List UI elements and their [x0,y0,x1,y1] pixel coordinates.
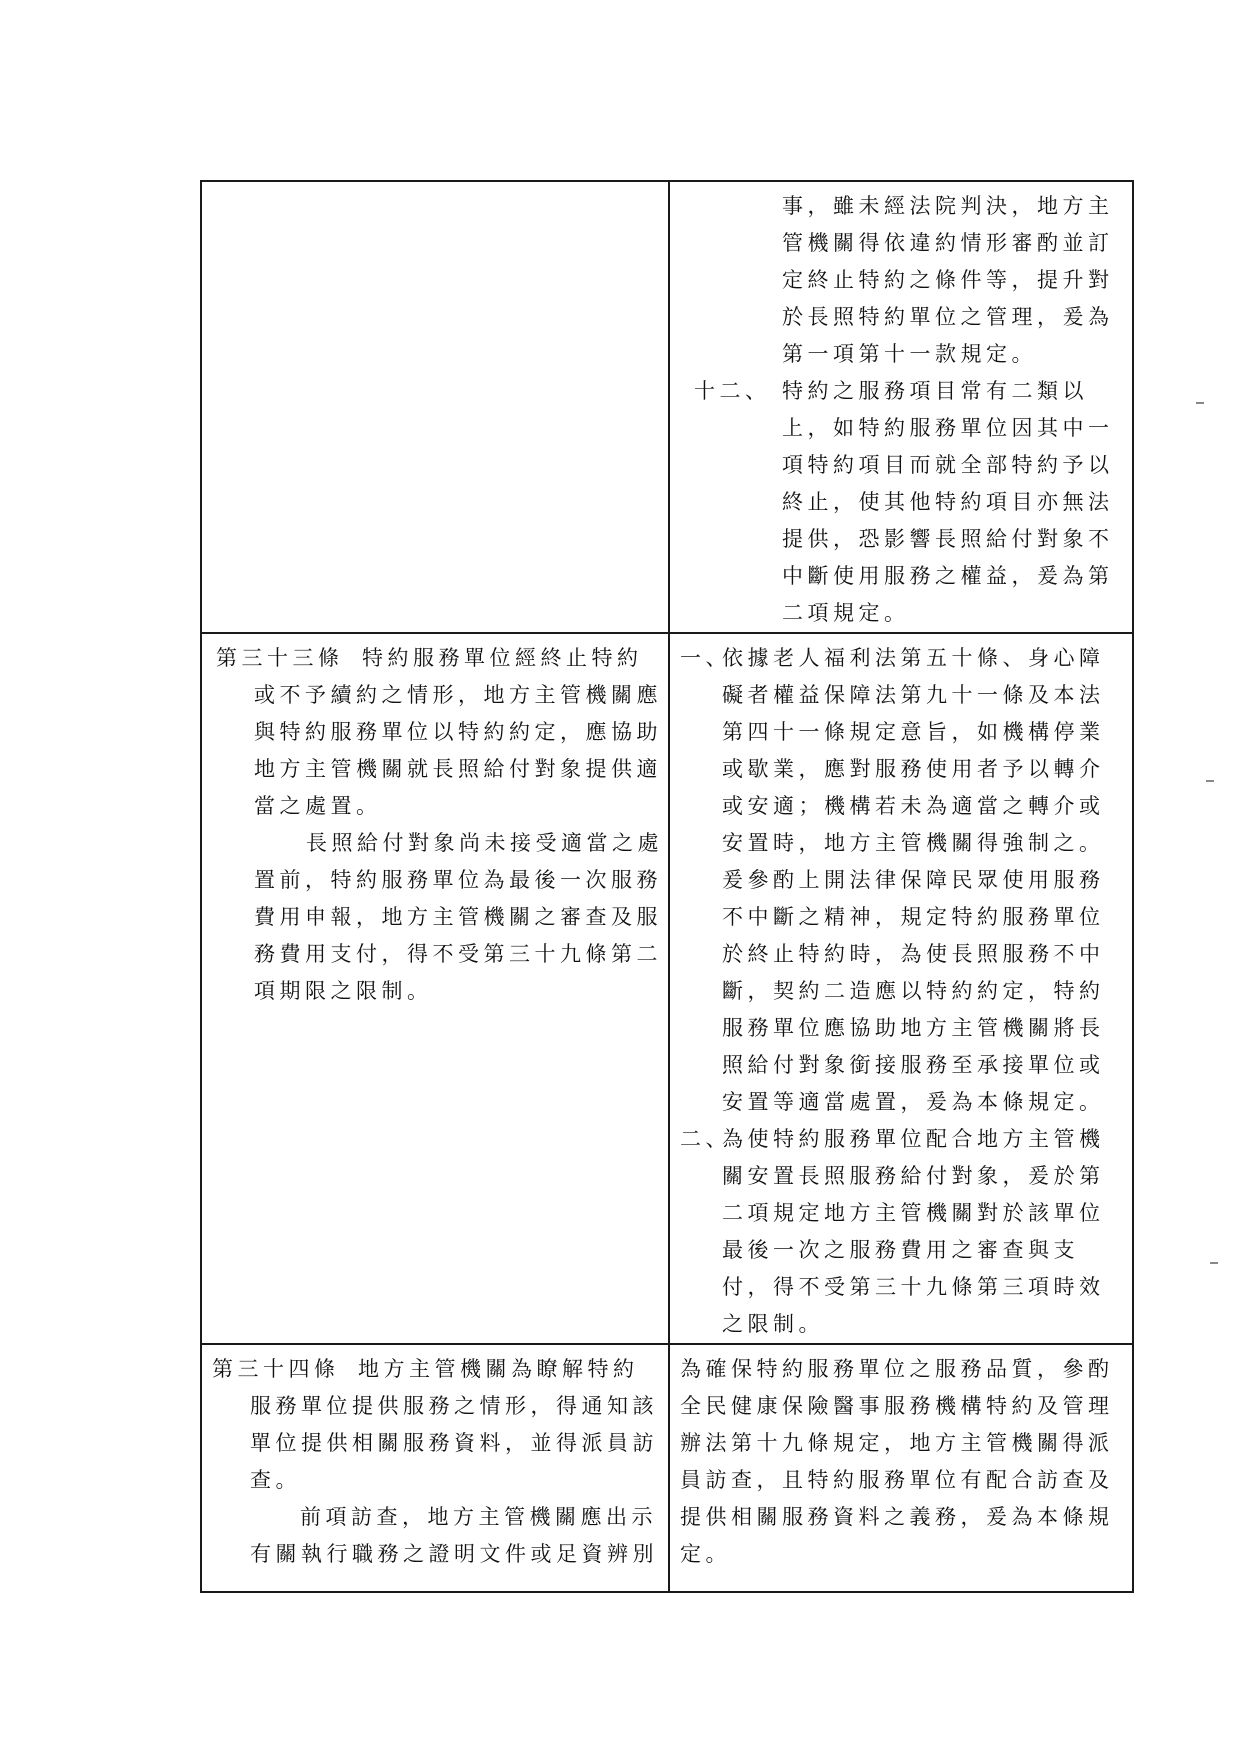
text-line: 第四十一條規定意旨，如機構停業 [722,720,1105,744]
scan-speck [1206,780,1214,782]
text-line: 中斷使用服務之權益，爰為第 [782,564,1114,588]
text-line: 管機關得依違約情形審酌並訂 [782,231,1114,255]
table-row [201,181,1133,633]
text-line: 或歇業，應對服務使用者予以轉介 [722,757,1105,781]
text-line: 最後一次之服務費用之審查與支 [722,1238,1079,1262]
text-line: 於長照特約單位之管理，爰為 [782,305,1114,329]
text-line: 安置時，地方主管機關得強制之。 [722,831,1105,855]
text-line: 於終止特約時，為使長照服務不中 [722,942,1105,966]
text-line: 安置等適當處置，爰為本條規定。 [722,1090,1105,1114]
text-line: 全民健康保險醫事服務機構特約及管理 [680,1394,1114,1418]
text-line: 置前，特約服務單位為最後一次服務 [254,868,662,892]
text-line: 礙者權益保障法第九十一條及本法 [722,683,1105,707]
text-line: 有關執行職務之證明文件或足資辨別 [250,1542,658,1566]
text-line: 爰參酌上開法律保障民眾使用服務 [722,868,1105,892]
text-line: 服務單位提供服務之情形，得通知該 [250,1394,658,1418]
text-line: 服務單位應協助地方主管機關將長 [722,1016,1105,1040]
article-number: 第三十三條 [216,646,344,670]
article-heading-line [212,1351,662,1388]
text-line: 項期限之限制。 [254,979,433,1003]
explanation-item-12 [680,373,1124,632]
text-line: 費用申報，地方主管機關之審查及服 [254,905,662,929]
explanation-item-1 [680,640,1124,677]
text-line: 付，得不受第三十九條第三項時效 [722,1275,1105,1299]
article-text-cell-empty [201,181,669,633]
explanation-item-1-body [680,677,1124,1121]
text-line: 斷，契約二造應以特約約定，特約 [722,979,1105,1003]
table-row [201,633,1133,1344]
text-line: 地方主管機關為瞭解特約 [358,1357,639,1381]
table-row [201,1344,1133,1592]
text-line: 地方主管機關就長照給付對象提供適 [254,757,662,781]
text-line: 為確保特約服務單位之服務品質，參酌 [680,1357,1114,1381]
scan-speck [1210,1262,1218,1264]
article-text-cell [201,633,669,1344]
item-number: 二、 [680,1127,731,1151]
explanation-item-2-body [680,1158,1124,1343]
text-line: 提供，恐影響長照給付對象不 [782,527,1114,551]
text-line: 二項規定地方主管機關對於該單位 [722,1201,1105,1225]
text-line: 特約服務單位經終止特約 [362,646,643,670]
article-heading-line [216,640,662,677]
text-line: 事，雖未經法院判決，地方主 [782,194,1114,218]
explanation-cell [669,633,1133,1344]
article-text-cell [201,1344,669,1592]
text-line: 二項規定。 [782,601,910,625]
text-line: 辦法第十九條規定，地方主管機關得派 [680,1431,1114,1455]
text-line: 與特約服務單位以特約約定，應協助 [254,720,662,744]
text-line: 或安適；機構若未為適當之轉介或 [722,794,1105,818]
text-line: 查。 [250,1468,301,1492]
explanation-cell [669,1344,1133,1592]
comparison-table [200,180,1134,1593]
item-number: 一、 [680,646,731,670]
text-line: 當之處置。 [254,794,382,818]
item-number: 十二、 [694,379,771,403]
explanation-item-2 [680,1121,1124,1158]
text-line: 上，如特約服務單位因其中一 [782,416,1114,440]
text-line: 之限制。 [722,1312,824,1336]
scan-speck [1196,402,1204,404]
text-line: 或不予續約之情形，地方主管機關應 [254,683,662,707]
text-line: 為使特約服務單位配合地方主管機 [722,1127,1105,1151]
text-line: 依據老人福利法第五十條、身心障 [722,646,1105,670]
text-line: 員訪查，且特約服務單位有配合訪查及 [680,1468,1114,1492]
text-line: 第一項第十一款規定。 [782,342,1037,366]
explanation-cell [669,181,1133,633]
text-line: 關安置長照服務給付對象，爰於第 [722,1164,1105,1188]
text-line: 務費用支付，得不受第三十九條第二 [254,942,662,966]
text-line: 長照給付對象尚未接受適當之處 [306,831,663,855]
text-line: 前項訪查，地方主管機關應出示 [300,1505,657,1529]
text-line: 不中斷之精神，規定特約服務單位 [722,905,1105,929]
text-line: 定。 [680,1542,731,1566]
text-line: 照給付對象銜接服務至承接單位或 [722,1053,1105,1077]
text-line: 終止，使其他特約項目亦無法 [782,490,1114,514]
text-line: 定終止特約之條件等，提升對 [782,268,1114,292]
article-number: 第三十四條 [212,1357,340,1381]
text-line: 單位提供相關服務資料，並得派員訪 [250,1431,658,1455]
text-line: 項特約項目而就全部特約予以 [782,453,1114,477]
text-line: 特約之服務項目常有二類以 [782,379,1088,403]
text-line: 提供相關服務資料之義務，爰為本條規 [680,1505,1114,1529]
